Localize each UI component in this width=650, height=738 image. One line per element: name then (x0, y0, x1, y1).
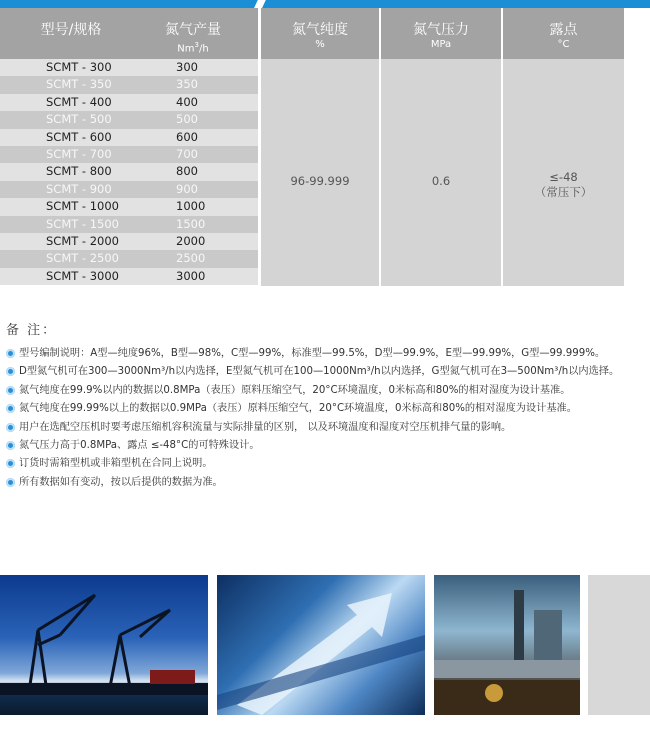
note-item (6, 363, 646, 381)
header-dew-unit: °C (557, 39, 570, 50)
row-flow: 500 (176, 112, 198, 127)
purity-value: 96-99.999 (290, 174, 350, 188)
header-flow (128, 8, 258, 59)
table-rows (0, 59, 258, 285)
row-model: SCMT - 500 (46, 112, 112, 127)
note-item (6, 474, 646, 492)
bullet-icon (6, 459, 15, 468)
header-dew (503, 8, 624, 59)
header-flow-label: 氮气产量 (165, 22, 221, 38)
header-pressure-unit: MPa (430, 39, 452, 50)
note-item (6, 345, 646, 363)
notes-title: 备 注： (6, 323, 58, 338)
pressure-value: 0.6 (431, 174, 451, 188)
note-text: D型氮气机可在300—3000Nm³/h以内选择，E型氮气机可在100—1000Nm³/h以内选择，G型氮气机可在3—500Nm³/h以内选择。 (19, 366, 620, 378)
row-model: SCMT - 900 (46, 181, 112, 196)
note-text: 氮气纯度在99.9%以内的数据以0.8MPa（表压）原料压缩空气，20°C环境温度，0米标高和80%的相对湿度为设计基准。 (19, 384, 571, 396)
bullet-icon (6, 423, 15, 432)
row-flow: 600 (176, 129, 198, 144)
note-item (6, 400, 646, 418)
table-row (0, 59, 258, 76)
note-text: 用户在选配空压机时要考虑压缩机容积流量与实际排量的区别， 以及环境温度和湿度对空压机排气量的影响。 (19, 421, 512, 433)
table-row (0, 94, 258, 111)
table-row (0, 181, 258, 198)
row-model: SCMT - 2500 (46, 251, 120, 266)
note-text: 氮气纯度在99.99%以上的数据以0.9MPa（表压）原料压缩空气，20°C环境温度，0米标高和80%的相对湿度为设计基准。 (19, 403, 577, 415)
note-item (6, 437, 646, 455)
table-row (0, 111, 258, 128)
row-model: SCMT - 350 (46, 77, 112, 92)
note-text: 订货时需箱型机或非箱型机在合同上说明。 (19, 458, 213, 470)
top-accent-bar (0, 0, 650, 8)
row-model: SCMT - 300 (46, 60, 112, 74)
table-row (0, 233, 258, 250)
row-flow: 700 (176, 146, 198, 161)
bullet-icon (6, 404, 15, 413)
header-purity-label: 氮气纯度 (292, 22, 348, 38)
row-flow: 350 (176, 77, 198, 92)
header-model (0, 8, 142, 59)
arrow-graphic (217, 575, 425, 715)
header-purity-unit: % (315, 39, 325, 50)
row-flow: 400 (176, 94, 198, 109)
bullet-icon (6, 386, 15, 395)
table-row (0, 250, 258, 267)
table-row (0, 129, 258, 146)
note-text: 所有数据如有变动，按以后提供的数据为准。 (19, 476, 223, 488)
table-row (0, 163, 258, 180)
business-growth-arrows-photo (217, 575, 425, 715)
dew-cell (503, 59, 624, 286)
note-text: 氮气压力高于0.8MPa、露点 ≤-48°C的可特殊设计。 (19, 440, 260, 452)
notes-list (6, 345, 646, 492)
port-cranes-photo (0, 575, 208, 715)
row-flow: 900 (176, 181, 198, 196)
row-model: SCMT - 1500 (46, 216, 120, 231)
pressure-cell (381, 59, 501, 286)
row-model: SCMT - 400 (46, 94, 112, 109)
row-model: SCMT - 800 (46, 164, 112, 179)
row-flow: 1500 (176, 216, 206, 231)
row-model: SCMT - 3000 (46, 268, 120, 283)
row-flow: 1000 (176, 199, 206, 214)
header-pressure-label: 氮气压力 (413, 22, 469, 38)
dew-value: ≤-48 (549, 170, 578, 184)
header-flow-unit: Nm$^3$/h (177, 41, 209, 55)
header-pressure (381, 8, 501, 59)
note-item (6, 455, 646, 473)
dew-values (503, 170, 624, 200)
row-model: SCMT - 2000 (46, 233, 120, 248)
plant-graphic (434, 575, 580, 715)
crane-silhouette (0, 575, 208, 715)
row-model: SCMT - 700 (46, 146, 112, 161)
dew-note: （常压下） (534, 185, 593, 199)
bullet-icon (6, 478, 15, 487)
header-dew-label: 露点 (549, 22, 578, 38)
bullet-icon (6, 349, 15, 358)
row-flow: 2000 (176, 233, 206, 248)
note-text: 型号编制说明：A型—纯度96%，B型—98%，C型—99%，标准型—99.5%，D型—99.9%，E型—99.99%，G型—99.999%。 (19, 348, 606, 359)
bullet-icon (6, 367, 15, 376)
row-flow: 800 (176, 164, 198, 179)
table-row (0, 216, 258, 233)
grey-panel (588, 575, 650, 715)
table-row (0, 268, 258, 285)
row-model: SCMT - 600 (46, 129, 112, 144)
table-row (0, 146, 258, 163)
table-row (0, 76, 258, 93)
row-flow: 3000 (176, 268, 206, 283)
note-item (6, 382, 646, 400)
row-flow: 300 (176, 60, 198, 74)
note-item (6, 419, 646, 437)
purity-cell (261, 59, 379, 286)
row-model: SCMT - 1000 (46, 199, 120, 214)
header-model-label: 型号/规格 (40, 22, 102, 38)
industrial-plant-pipes-photo (434, 575, 580, 715)
bullet-icon (6, 441, 15, 450)
spec-table (0, 8, 624, 286)
table-row (0, 198, 258, 215)
row-flow: 2500 (176, 251, 206, 266)
header-purity (261, 8, 379, 59)
